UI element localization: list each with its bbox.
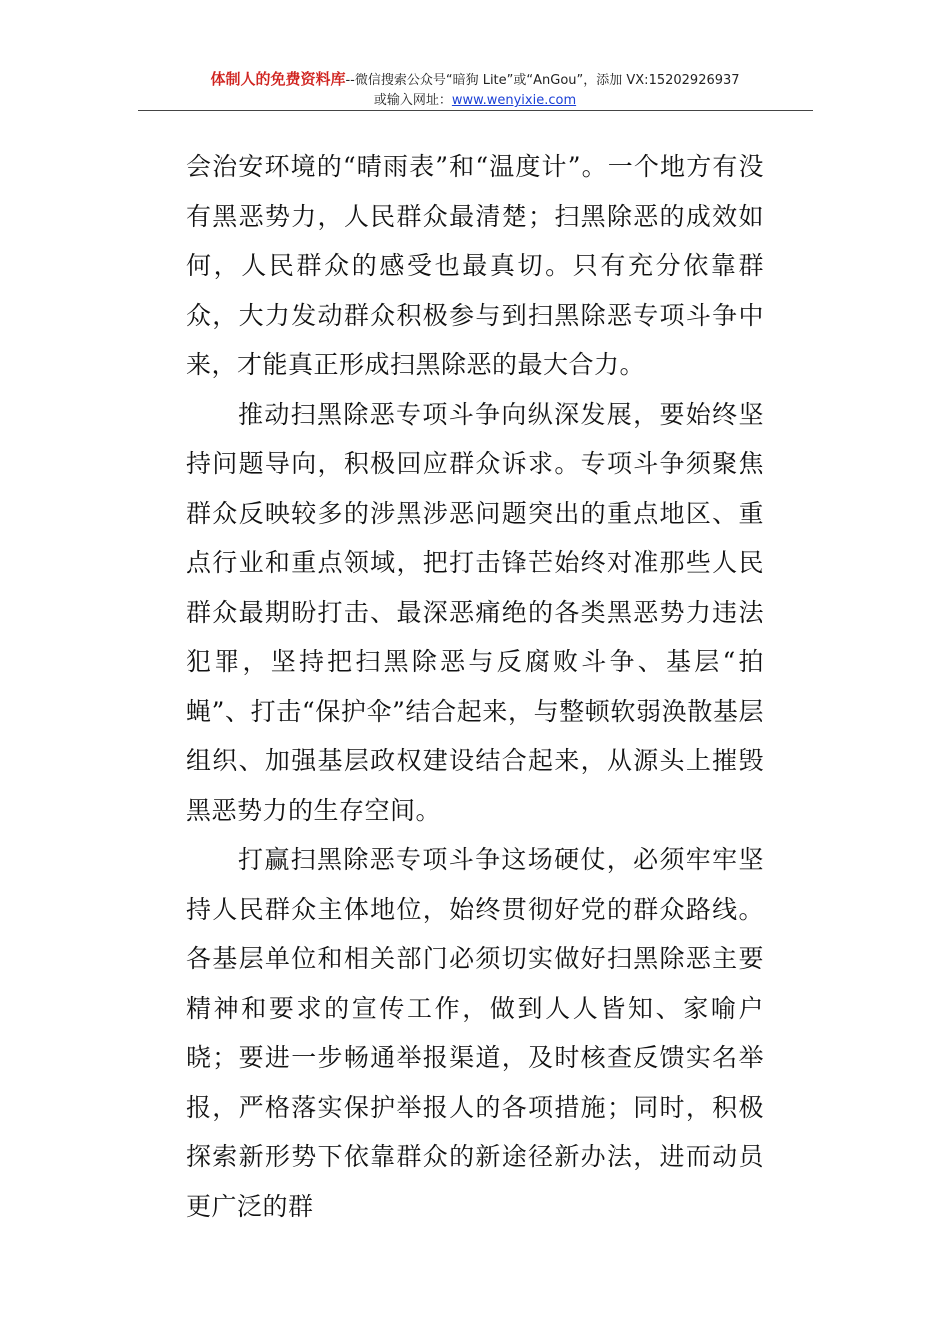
header-divider <box>138 110 813 111</box>
paragraph-2: 推动扫黑除恶专项斗争向纵深发展，要始终坚持问题导向，积极回应群众诉求。专项斗争须聚焦群众反映较多的涉黑涉恶问题突出的重点地区、重点行业和重点领域，把打击锋芒始终对准那些人民群众最期盼打击、最深恶痛绝的各类黑恶势力违法犯罪，坚持把扫黑除恶与反腐败斗争、基层“拍蝇”、打击“保护伞”结合起来，与整顿软弱涣散基层组织、加强基层政权建设结合起来，从源头上摧毁黑恶势力的生存空间。 <box>186 399 764 825</box>
header-line-2 <box>0 92 950 110</box>
header-line-1 <box>0 70 950 90</box>
paragraph-3: 打赢扫黑除恶专项斗争这场硬仗，必须牢牢坚持人民群众主体地位，始终贯彻好党的群众路线。各基层单位和相关部门必须切实做好扫黑除恶主要精神和要求的宣传工作，做到人人皆知、家喻户晓；要进一步畅通举报渠道，及时核查反馈实名举报，严格落实保护举报人的各项措施；同时，积极探索新形势下依靠群众的新途径新办法，进而动员更广泛的群 <box>186 845 764 1221</box>
page-header <box>0 70 950 110</box>
website-link[interactable]: www.wenyixie.com <box>451 93 577 108</box>
brand-name: 体制人的免费资料库 <box>210 70 346 88</box>
header-notice: --微信搜索公众号“暗狗 Lite”或“AnGou”，添加 VX:15202926937 <box>345 73 740 88</box>
paragraph-1: 会治安环境的“晴雨表”和“温度计”。一个地方有没有黑恶势力，人民群众最清楚；扫黑除恶的成效如何，人民群众的感受也最真切。只有充分依靠群众，大力发动群众积极参与到扫黑除恶专项斗争中来，才能真正形成扫黑除恶的最大合力。 <box>186 152 764 379</box>
document-body <box>186 142 764 1231</box>
url-prefix: 或输入网址： <box>373 93 452 108</box>
